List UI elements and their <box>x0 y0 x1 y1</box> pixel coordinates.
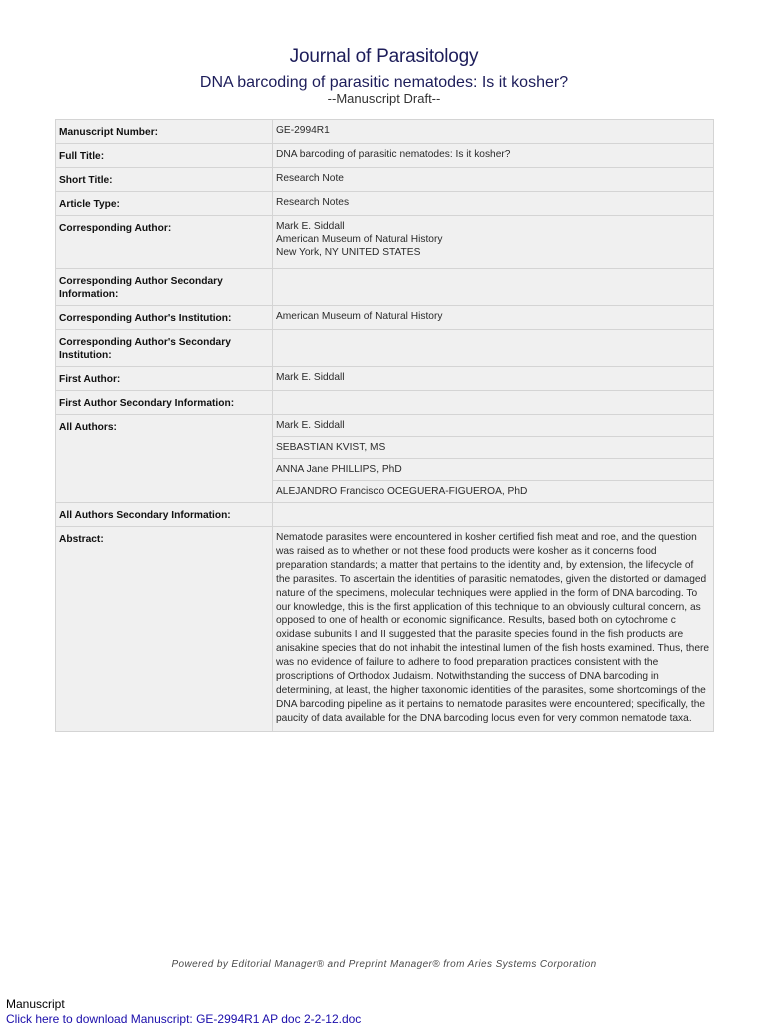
abstract-text: Nematode parasites were encountered in kosher certified fish meat and roe, and the question was raised as to whether or not these food products were kosher as it concerns food preparation standards; a matter that pertains to the identity and, by extension, the lifecycle of the parasites. To ascertain the identities of parasitic nematodes, given the distorted or damaged nature of the specimens, molecular techniques were applied in the form of DNA barcoding. To our knowledge, this is the first application of this technique to an obviously cultural concern, as opposed to one of health or economic significance. Results, based both on cytochrome c oxidase subunits I and II suggested that the parasite species found in the fish products are anisakine species that do not inhabit the intestinal lumen of the fish hosts examined. Thus, there was no evidence of failure to adhere to food preparation practices consistent with the proscriptions of Orthodox Judaism. Notwithstanding the success of DNA barcoding in determining, at least, the higher taxonomic identities of the parasites, some shortcomings of the DNA barcoding pipeline as it pertains to nematode parasites were encountered; specifically, the paucity of data available for the DNA barcoding locus even for very common nematode taxa. <box>273 527 714 732</box>
first-author-secondary-label: First Author Secondary Information: <box>56 391 273 415</box>
table-row <box>56 391 714 415</box>
first-author-value: Mark E. Siddall <box>273 367 714 391</box>
manuscript-label: Manuscript <box>6 997 65 1011</box>
manuscript-number-label: Manuscript Number: <box>56 120 273 144</box>
corresponding-author-secondary-label: Corresponding Author Secondary Information: <box>56 269 273 306</box>
first-author-secondary-value <box>273 391 714 415</box>
author-1: Mark E. Siddall <box>273 415 714 437</box>
corresponding-author-value <box>273 216 714 269</box>
table-row <box>56 503 714 527</box>
draft-label: --Manuscript Draft-- <box>327 91 441 106</box>
table-row <box>56 415 714 437</box>
all-authors-label: All Authors: <box>56 415 273 503</box>
article-type-label: Article Type: <box>56 192 273 216</box>
short-title-value: Research Note <box>273 168 714 192</box>
table-row <box>56 367 714 391</box>
table-row <box>56 527 714 732</box>
corresponding-author-name: Mark E. Siddall <box>276 221 345 232</box>
paper-title: DNA barcoding of parasitic nematodes: Is it kosher? <box>199 74 569 91</box>
full-title-value: DNA barcoding of parasitic nematodes: Is it kosher? <box>273 144 714 168</box>
table-row <box>56 269 714 306</box>
table-row <box>56 216 714 269</box>
abstract-label: Abstract: <box>56 527 273 732</box>
corresponding-author-secondary-value <box>273 269 714 306</box>
first-author-label: First Author: <box>56 367 273 391</box>
corresponding-secondary-institution-value <box>273 330 714 367</box>
table-row <box>56 306 714 330</box>
author-2: SEBASTIAN KVIST, MS <box>273 437 714 459</box>
table-row <box>56 144 714 168</box>
table-row <box>56 330 714 367</box>
author-3: ANNA Jane PHILLIPS, PhD <box>273 459 714 481</box>
table-row <box>56 168 714 192</box>
powered-by-footer: Powered by Editorial Manager® and Preprint Manager® from Aries Systems Corporation <box>171 959 597 970</box>
table-row <box>56 192 714 216</box>
corresponding-author-institution: American Museum of Natural History <box>276 234 443 245</box>
corresponding-author-location: New York, NY UNITED STATES <box>276 247 421 258</box>
manuscript-details-table <box>55 119 714 732</box>
article-type-value: Research Notes <box>273 192 714 216</box>
all-authors-secondary-label: All Authors Secondary Information: <box>56 503 273 527</box>
corresponding-author-label: Corresponding Author: <box>56 216 273 269</box>
manuscript-number-value: GE-2994R1 <box>273 120 714 144</box>
all-authors-secondary-value <box>273 503 714 527</box>
corresponding-institution-value: American Museum of Natural History <box>273 306 714 330</box>
full-title-label: Full Title: <box>56 144 273 168</box>
corresponding-secondary-institution-label: Corresponding Author's Secondary Institution: <box>56 330 273 367</box>
author-4: ALEJANDRO Francisco OCEGUERA-FIGUEROA, PhD <box>273 481 714 503</box>
short-title-label: Short Title: <box>56 168 273 192</box>
table-row <box>56 120 714 144</box>
download-manuscript-link[interactable]: Click here to download Manuscript: GE-2994R1 AP doc 2-2-12.doc <box>6 1012 362 1026</box>
journal-title: Journal of Parasitology <box>289 46 479 67</box>
corresponding-institution-label: Corresponding Author's Institution: <box>56 306 273 330</box>
